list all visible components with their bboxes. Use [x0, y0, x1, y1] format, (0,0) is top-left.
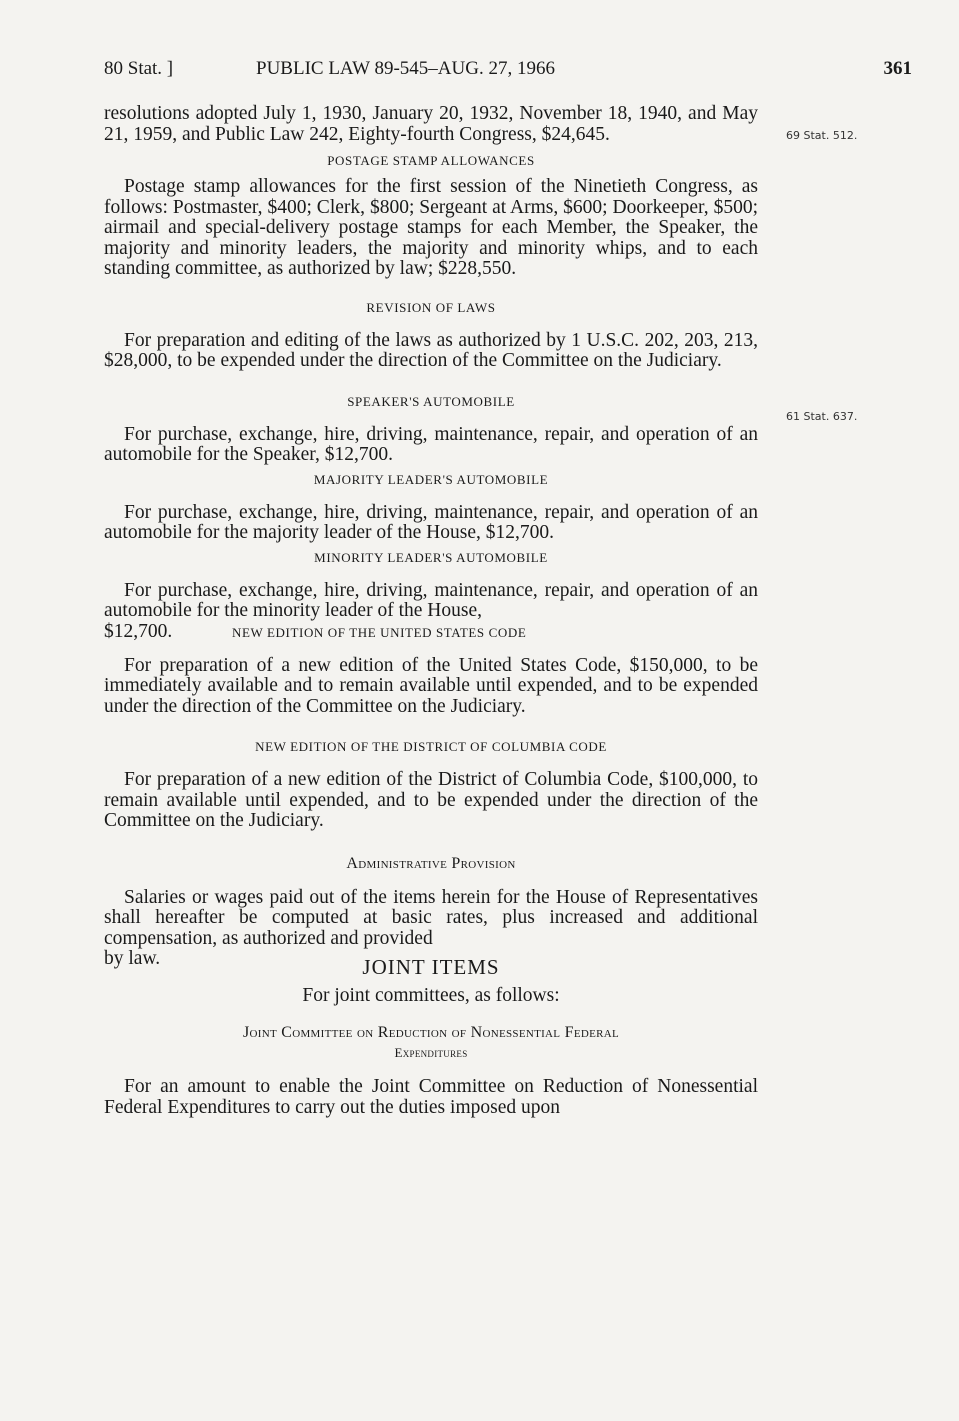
paragraph-minority-auto: For purchase, exchange, hire, driving, maintenance, repair, and operation of an automobile for the minority leader of the House, [104, 579, 758, 621]
paragraph-joint-committee: For an amount to enable the Joint Committee on Reduction of Nonessential Federal Expenditures to carry out the duties imposed upon [104, 1076, 758, 1118]
minority-auto-amount: $12,700. [104, 620, 173, 642]
heading-postage-stamp-allowances: POSTAGE STAMP ALLOWANCES [327, 153, 535, 168]
heading-new-edition-us-code: NEW EDITION OF THE UNITED STATES CODE [232, 624, 527, 640]
margin-note-61-stat: 61 Stat. 637. [786, 410, 858, 423]
heading-joint-committee-line1: Joint Committee on Reduction of Nonessential Federal [242, 1024, 620, 1041]
statute-volume: 80 Stat. ] [104, 58, 174, 79]
paragraph-dc-code: For preparation of a new edition of the District of Columbia Code, $100,000, to remain available until expended, and to be expended under the direction of the Committee on the Judiciary. [104, 769, 758, 831]
paragraph-joint-committees: For joint committees, as follows: [302, 985, 560, 1006]
heading-revision-of-laws: REVISION OF LAWS [366, 299, 496, 315]
margin-note-69-stat: 69 Stat. 512. [786, 129, 858, 142]
page-header [104, 58, 912, 84]
administrative-end: by law. [104, 948, 161, 969]
paragraph-majority-auto: For purchase, exchange, hire, driving, maintenance, repair, and operation of an automobile for the majority leader of the House, $12,700. [104, 501, 758, 543]
heading-new-edition-dc-code: NEW EDITION OF THE DISTRICT OF COLUMBIA CODE [255, 739, 607, 754]
law-title: PUBLIC LAW 89-545–AUG. 27, 1966 [256, 58, 555, 79]
heading-minority-leaders-automobile: MINORITY LEADER'S AUTOMOBILE [314, 549, 548, 565]
heading-joint-committee-line2: Expenditures [394, 1045, 468, 1060]
paragraph-speaker-auto: For purchase, exchange, hire, driving, maintenance, repair, and operation of an automobile for the Speaker, $12,700. [104, 423, 758, 465]
paragraph-revision: For preparation and editing of the laws as authorized by 1 U.S.C. 202, 203, 213, $28,000, to be expended under the direction of the Committee on the Judiciary. [104, 329, 758, 371]
main-column [104, 104, 758, 1118]
paragraph-resolutions: resolutions adopted July 1, 1930, January 20, 1932, November 18, 1940, and May 21, 1959, and Public Law 242, Eighty-fourth Congress, $24,645. [104, 103, 758, 145]
paragraph-us-code: For preparation of a new edition of the United States Code, $150,000, to be immediately available and to remain available until expended, and to be expended under the direction of the Committee on the Judiciary. [104, 654, 758, 717]
page-number: 361 [883, 58, 912, 79]
heading-speakers-automobile: SPEAKER'S AUTOMOBILE [347, 393, 515, 409]
paragraph-postage: Postage stamp allowances for the first session of the Ninetieth Congress, as follows: Postmaster, $400; Clerk, $800; Sergeant at Arms, $600; Doorkeeper, $500; airmail and special-delivery postage stamps for each Member, the Speaker, the majority and minority leaders, the majority and minority whips, and to each standing committee, as authorized by law; $228,550. [104, 176, 758, 279]
heading-administrative-provision: Administrative Provision [346, 854, 516, 872]
heading-joint-items: JOINT ITEMS [362, 955, 500, 979]
paragraph-administrative: Salaries or wages paid out of the items herein for the House of Representatives shall hereafter be computed at basic rates, plus increased and additional compensation, as authorized and provided [104, 886, 758, 949]
heading-majority-leaders-automobile: MAJORITY LEADER'S AUTOMOBILE [313, 471, 549, 487]
